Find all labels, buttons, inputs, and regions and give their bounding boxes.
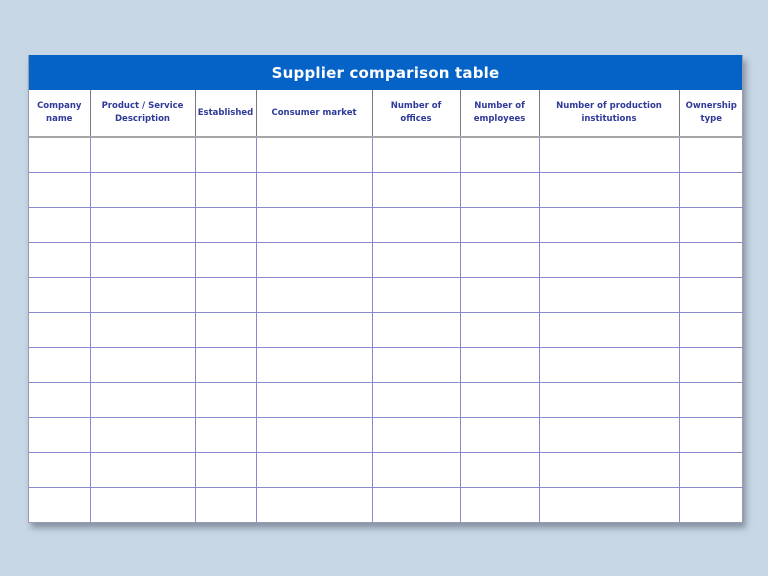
- supplier-comparison-table: [29, 90, 743, 522]
- table-row: [29, 137, 743, 173]
- table-cell[interactable]: [256, 243, 372, 278]
- table-cell[interactable]: [460, 348, 539, 383]
- table-cell[interactable]: [539, 173, 679, 208]
- table-cell[interactable]: [679, 173, 743, 208]
- table-cell[interactable]: [460, 208, 539, 243]
- table-cell[interactable]: [256, 208, 372, 243]
- table-cell[interactable]: [256, 418, 372, 453]
- table-cell[interactable]: [372, 243, 460, 278]
- table-cell[interactable]: [29, 243, 90, 278]
- table-cell[interactable]: [90, 418, 195, 453]
- table-cell[interactable]: [195, 453, 256, 488]
- table-cell[interactable]: [679, 488, 743, 523]
- table-cell[interactable]: [372, 348, 460, 383]
- column-header-consumer-market: Consumer market: [256, 90, 372, 137]
- table-row: [29, 313, 743, 348]
- table-cell[interactable]: [195, 208, 256, 243]
- table-cell[interactable]: [195, 418, 256, 453]
- table-row: [29, 348, 743, 383]
- table-cell[interactable]: [256, 173, 372, 208]
- table-cell[interactable]: [539, 453, 679, 488]
- table-cell[interactable]: [679, 278, 743, 313]
- table-cell[interactable]: [679, 453, 743, 488]
- table-cell[interactable]: [90, 243, 195, 278]
- table-cell[interactable]: [29, 173, 90, 208]
- table-cell[interactable]: [372, 137, 460, 173]
- table-cell[interactable]: [460, 418, 539, 453]
- table-cell[interactable]: [372, 173, 460, 208]
- table-cell[interactable]: [679, 137, 743, 173]
- table-cell[interactable]: [90, 383, 195, 418]
- table-row: [29, 208, 743, 243]
- supplier-comparison-sheet: [28, 55, 743, 523]
- table-cell[interactable]: [372, 453, 460, 488]
- table-cell[interactable]: [256, 137, 372, 173]
- table-cell[interactable]: [460, 453, 539, 488]
- table-cell[interactable]: [195, 313, 256, 348]
- table-cell[interactable]: [460, 243, 539, 278]
- column-header-number-of-employees: Number of employees: [460, 90, 539, 137]
- table-cell[interactable]: [90, 313, 195, 348]
- table-cell[interactable]: [679, 348, 743, 383]
- table-cell[interactable]: [195, 173, 256, 208]
- table-cell[interactable]: [372, 278, 460, 313]
- table-cell[interactable]: [29, 383, 90, 418]
- table-cell[interactable]: [256, 278, 372, 313]
- table-cell[interactable]: [539, 278, 679, 313]
- table-cell[interactable]: [460, 137, 539, 173]
- table-cell[interactable]: [29, 418, 90, 453]
- table-cell[interactable]: [256, 383, 372, 418]
- table-cell[interactable]: [195, 348, 256, 383]
- table-row: [29, 453, 743, 488]
- table-cell[interactable]: [90, 488, 195, 523]
- table-cell[interactable]: [679, 383, 743, 418]
- table-cell[interactable]: [539, 313, 679, 348]
- table-row: [29, 243, 743, 278]
- column-header-number-of-offices: Number of offices: [372, 90, 460, 137]
- table-cell[interactable]: [256, 488, 372, 523]
- table-cell[interactable]: [256, 348, 372, 383]
- table-cell[interactable]: [29, 348, 90, 383]
- column-header-number-of-production-institutions: Number of production institutions: [539, 90, 679, 137]
- table-cell[interactable]: [460, 313, 539, 348]
- table-cell[interactable]: [90, 208, 195, 243]
- table-cell[interactable]: [195, 488, 256, 523]
- table-cell[interactable]: [539, 208, 679, 243]
- table-cell[interactable]: [29, 313, 90, 348]
- table-cell[interactable]: [539, 243, 679, 278]
- table-cell[interactable]: [90, 453, 195, 488]
- table-row: [29, 488, 743, 523]
- column-header-company-name: Company name: [29, 90, 90, 137]
- table-cell[interactable]: [539, 418, 679, 453]
- table-cell[interactable]: [372, 418, 460, 453]
- table-cell[interactable]: [90, 173, 195, 208]
- table-cell[interactable]: [195, 137, 256, 173]
- table-cell[interactable]: [90, 348, 195, 383]
- table-cell[interactable]: [29, 488, 90, 523]
- table-cell[interactable]: [256, 313, 372, 348]
- table-cell[interactable]: [679, 418, 743, 453]
- table-cell[interactable]: [539, 488, 679, 523]
- table-cell[interactable]: [256, 453, 372, 488]
- header-row: [29, 90, 743, 137]
- table-cell[interactable]: [195, 243, 256, 278]
- table-cell[interactable]: [460, 173, 539, 208]
- table-row: [29, 173, 743, 208]
- table-cell[interactable]: [539, 137, 679, 173]
- column-header-established: Established: [195, 90, 256, 137]
- table-row: [29, 278, 743, 313]
- table-cell[interactable]: [372, 383, 460, 418]
- table-cell[interactable]: [29, 278, 90, 313]
- column-header-product-service-description: Product / Service Description: [90, 90, 195, 137]
- table-cell[interactable]: [539, 348, 679, 383]
- table-cell[interactable]: [29, 453, 90, 488]
- table-cell[interactable]: [372, 313, 460, 348]
- table-cell[interactable]: [29, 208, 90, 243]
- table-cell[interactable]: [679, 243, 743, 278]
- table-cell[interactable]: [195, 278, 256, 313]
- table-cell[interactable]: [372, 488, 460, 523]
- table-cell[interactable]: [460, 278, 539, 313]
- column-header-ownership-type: Ownership type: [679, 90, 743, 137]
- table-cell[interactable]: [539, 383, 679, 418]
- table-cell[interactable]: [90, 137, 195, 173]
- table-cell[interactable]: [679, 313, 743, 348]
- table-cell[interactable]: [90, 278, 195, 313]
- table-cell[interactable]: [195, 383, 256, 418]
- table-row: [29, 383, 743, 418]
- table-cell[interactable]: [679, 208, 743, 243]
- table-cell[interactable]: [29, 137, 90, 173]
- table-cell[interactable]: [460, 383, 539, 418]
- table-row: [29, 418, 743, 453]
- table-title: Supplier comparison table: [29, 55, 742, 90]
- table-cell[interactable]: [460, 488, 539, 523]
- table-cell[interactable]: [372, 208, 460, 243]
- table-body: [29, 137, 743, 522]
